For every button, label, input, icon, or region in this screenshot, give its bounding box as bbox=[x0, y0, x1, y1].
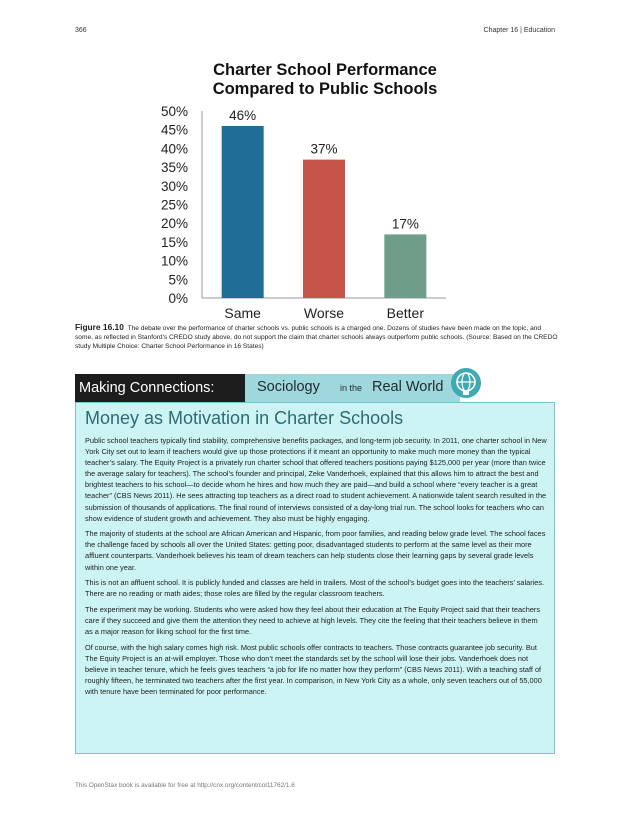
feature-title: Money as Motivation in Charter Schools bbox=[85, 408, 404, 428]
chart-title: Charter School Performance bbox=[213, 61, 437, 79]
making-connections-banner bbox=[75, 374, 555, 402]
figure-caption bbox=[75, 323, 560, 351]
sociology-word: Sociology bbox=[257, 379, 320, 395]
in-the-word: in the bbox=[340, 383, 363, 393]
y-tick-label: 15% bbox=[160, 234, 188, 250]
y-tick-label: 0% bbox=[168, 291, 188, 306]
feature-body bbox=[85, 435, 547, 702]
figure-label: Figure 16.10 bbox=[75, 322, 124, 332]
chart-svg bbox=[150, 58, 470, 320]
feature-box bbox=[75, 402, 555, 754]
y-tick-label: 35% bbox=[160, 160, 188, 176]
y-tick-label: 25% bbox=[160, 197, 188, 213]
y-tick-label: 30% bbox=[160, 178, 188, 194]
feature-paragraph: The majority of students at the school are African American and Hispanic, from poor families, and reading below grade level. The school faces the challenge faced by schools all over the United States: getting poor, disadvantaged students to perform at the same level as their more affluent counterparts. Vanderhoek believes his team of dream teachers can help students close their learning gaps by several grade levels within one year. bbox=[85, 529, 546, 572]
y-tick-label: 20% bbox=[160, 216, 188, 232]
x-tick-label: Better bbox=[386, 305, 425, 320]
bar-chart bbox=[150, 58, 470, 320]
data-label: 46% bbox=[229, 107, 257, 123]
sociology-real-world-label bbox=[245, 374, 460, 402]
chart-title: Compared to Public Schools bbox=[212, 80, 438, 98]
y-tick-label: 45% bbox=[160, 122, 188, 138]
data-label: 37% bbox=[310, 141, 338, 157]
x-tick-label: Worse bbox=[303, 305, 345, 320]
feature-paragraph: Of course, with the high salary comes high risk. Most public schools offer contracts to teachers. Those contracts guarantee job security. But The Equity Project is an at-will employer. Those who don’t meet the standards set by the school will lose their jobs. Vanderhoek does not believe in teacher tenure, which he feels gives teachers “a job for life no matter how they perform” (CBS News 2011). With a teaching staff of roughly fifteen, he terminated two teachers after the first year. In comparison, in New York City as a whole, only seven teachers out of 55,000 with tenure have been terminated for poor performance. bbox=[85, 642, 542, 696]
chapter-title: Chapter 16 | Education bbox=[483, 27, 555, 34]
bar-better bbox=[384, 234, 426, 298]
globe-lightbulb-icon bbox=[451, 368, 481, 398]
page-number: 366 bbox=[75, 27, 87, 34]
y-tick-label: 40% bbox=[160, 141, 188, 157]
x-tick-label: Same bbox=[224, 305, 261, 320]
figure-caption-text: The debate over the performance of charter schools vs. public schools is a charged one. Dozens of studies have been made on the topic, and some, as reflected in Stanford's CREDO study above, do not support the claim that charter schools always outperform public schools. (Source: Based on the CREDO study Multiple Choice: Charter School Performance in 16 States) bbox=[75, 325, 558, 350]
footer-note: This OpenStax book is available for free at http://cnx.org/content/col11762/1.6 bbox=[75, 782, 295, 789]
data-label: 17% bbox=[391, 216, 419, 232]
feature-paragraph: The experiment may be working. Students who were asked how they feel about their education at The Equity Project said that their teachers care if they succeed and give them the attention they need to achieve at high levels. They cite the feeling that their teachers believe in them as a major reason for liking school for the first time. bbox=[85, 604, 541, 636]
feature-paragraph: Public school teachers typically find stability, comprehensive benefits packages, and long-term job security. In 2011, one charter school in New York City set out to learn if teachers would give up those protections if it meant an opportunity to make much more money than the typical teacher’s salary. The Equity Project is a privately run charter school that offered teachers positions paying $125,000 per year (more than twice the average salary for teachers). The school’s founder and principal, Zeke Vanderhoek, explained that this allows him to attract the best and brightest teachers to his school—to decide whom he hires and how much they are paid—and build a school where “every teacher is a great teacher” (CBS News 2011). He sees attracting top teachers as a direct road to student achievement. A nationwide talent search resulted in the submission of thousands of applications. The final round of interviews consisted of a day-long trial run. The school looks for teachers who can show evidence of student growth and achievement. They also must be highly engaging. bbox=[85, 436, 547, 523]
y-tick-label: 5% bbox=[168, 272, 188, 288]
real-world-word: Real World bbox=[372, 379, 444, 395]
y-tick-label: 50% bbox=[160, 104, 188, 119]
bar-same bbox=[222, 126, 264, 298]
page-header bbox=[75, 27, 555, 39]
y-tick-label: 10% bbox=[160, 253, 188, 269]
making-connections-label: Making Connections: bbox=[75, 374, 245, 402]
feature-paragraph: This is not an affluent school. It is publicly funded and classes are held in trailers. Most of the school’s budget goes into the teachers’ salaries. There are no reading or math aides; those roles are filled by the regular classroom teachers. bbox=[85, 578, 545, 599]
bar-worse bbox=[303, 160, 345, 298]
